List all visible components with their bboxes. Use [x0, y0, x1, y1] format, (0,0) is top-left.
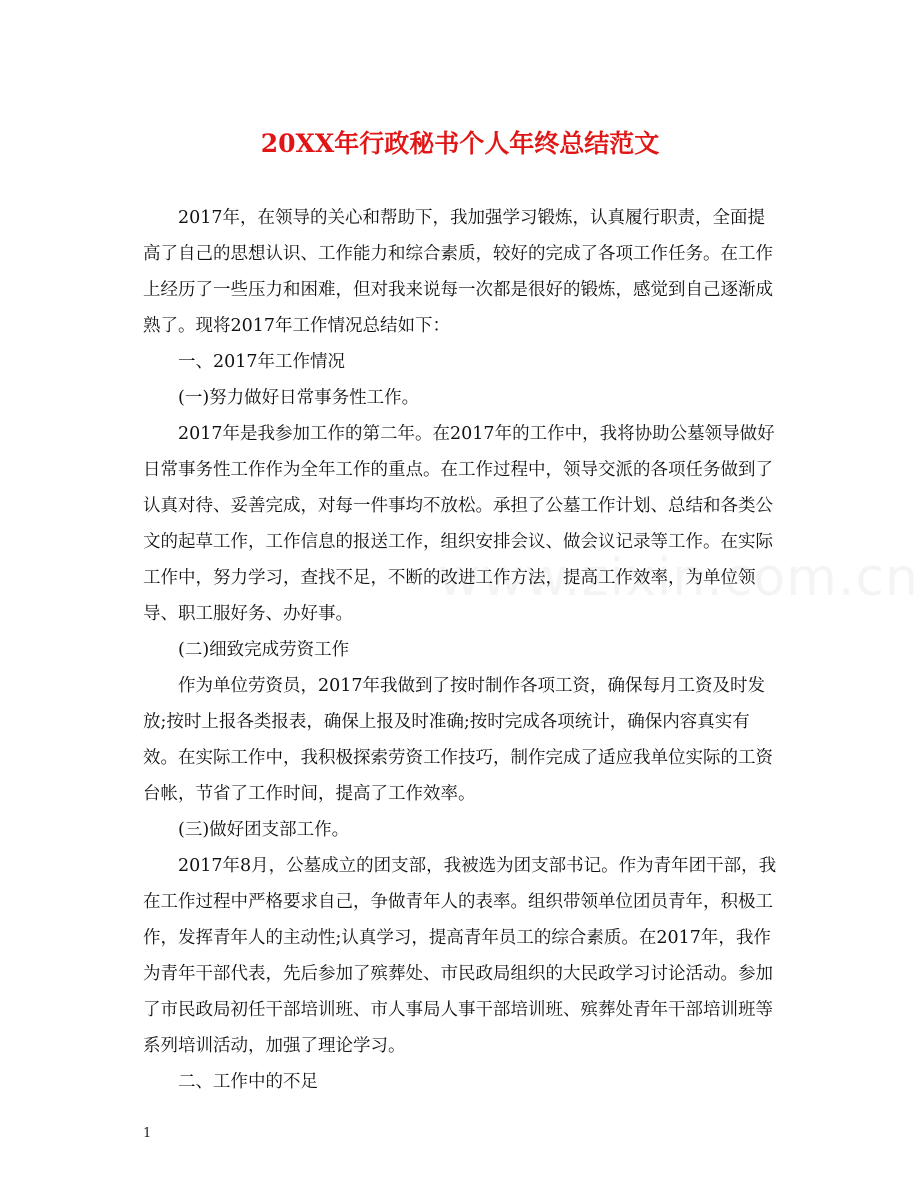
heading-subsection-1: (一)努力做好日常事务性工作。	[178, 388, 420, 408]
heading-subsection-3: (三)做好团支部工作。	[178, 820, 350, 840]
heading-section-1: 一、2017年工作情况	[178, 352, 346, 372]
heading-section-2: 二、工作中的不足	[178, 1072, 318, 1092]
paragraph-routine-work: 2017年是我参加工作的第二年。在2017年的工作中，我将协助公墓领导做好日常事务性工作作为全年工作的重点。在工作过程中，领导交派的各项任务做到了认真对待、妥善完成，对每一件事均不放松。承担了公墓工作计划、总结和各类公文的起草工作，工作信息的报送工作，组织安排会议、做会议记录等工作。在实际工作中，努力学习，查找不足，不断的改进工作方法，提高工作效率，为单位领导、职工服好务、办好事。	[143, 424, 775, 624]
page-number: 1	[143, 1126, 152, 1141]
heading-subsection-2: (二)细致完成劳资工作	[178, 640, 350, 660]
watermark	[438, 548, 919, 608]
paragraph-payroll-work: 作为单位劳资员，2017年我做到了按时制作各项工资，确保每月工资及时发放;按时上报各类报表，确保上报及时准确;按时完成各项统计，确保内容真实有效。在实际工作中，我积极探索劳资工作技巧，制作完成了适应我单位实际的工资台帐，节省了工作时间，提高了工作效率。	[143, 676, 773, 804]
document-title: 20XX年行政秘书个人年终总结范文	[260, 129, 660, 158]
paragraph-intro: 2017年，在领导的关心和帮助下，我加强学习锻炼，认真履行职责，全面提高了自己的思想认识、工作能力和综合素质，较好的完成了各项工作任务。在工作上经历了一些压力和困难，但对我来说每一次都是很好的锻炼，感觉到自己逐渐成熟了。现将2017年工作情况总结如下：	[143, 208, 773, 336]
paragraph-youth-league-work: 2017年8月，公墓成立的团支部，我被选为团支部书记。作为青年团干部，我在工作过程中严格要求自己，争做青年人的表率。组织带领单位团员青年，积极工作，发挥青年人的主动性;认真学习，提高青年员工的综合素质。在2017年，我作为青年干部代表，先后参加了殡葬处、市民政局组织的大民政学习讨论活动。参加了市民政局初任干部培训班、市人事局人事干部培训班、殡葬处青年干部培训班等系列培训活动，加强了理论学习。	[143, 856, 777, 1056]
document-body	[143, 200, 779, 1100]
